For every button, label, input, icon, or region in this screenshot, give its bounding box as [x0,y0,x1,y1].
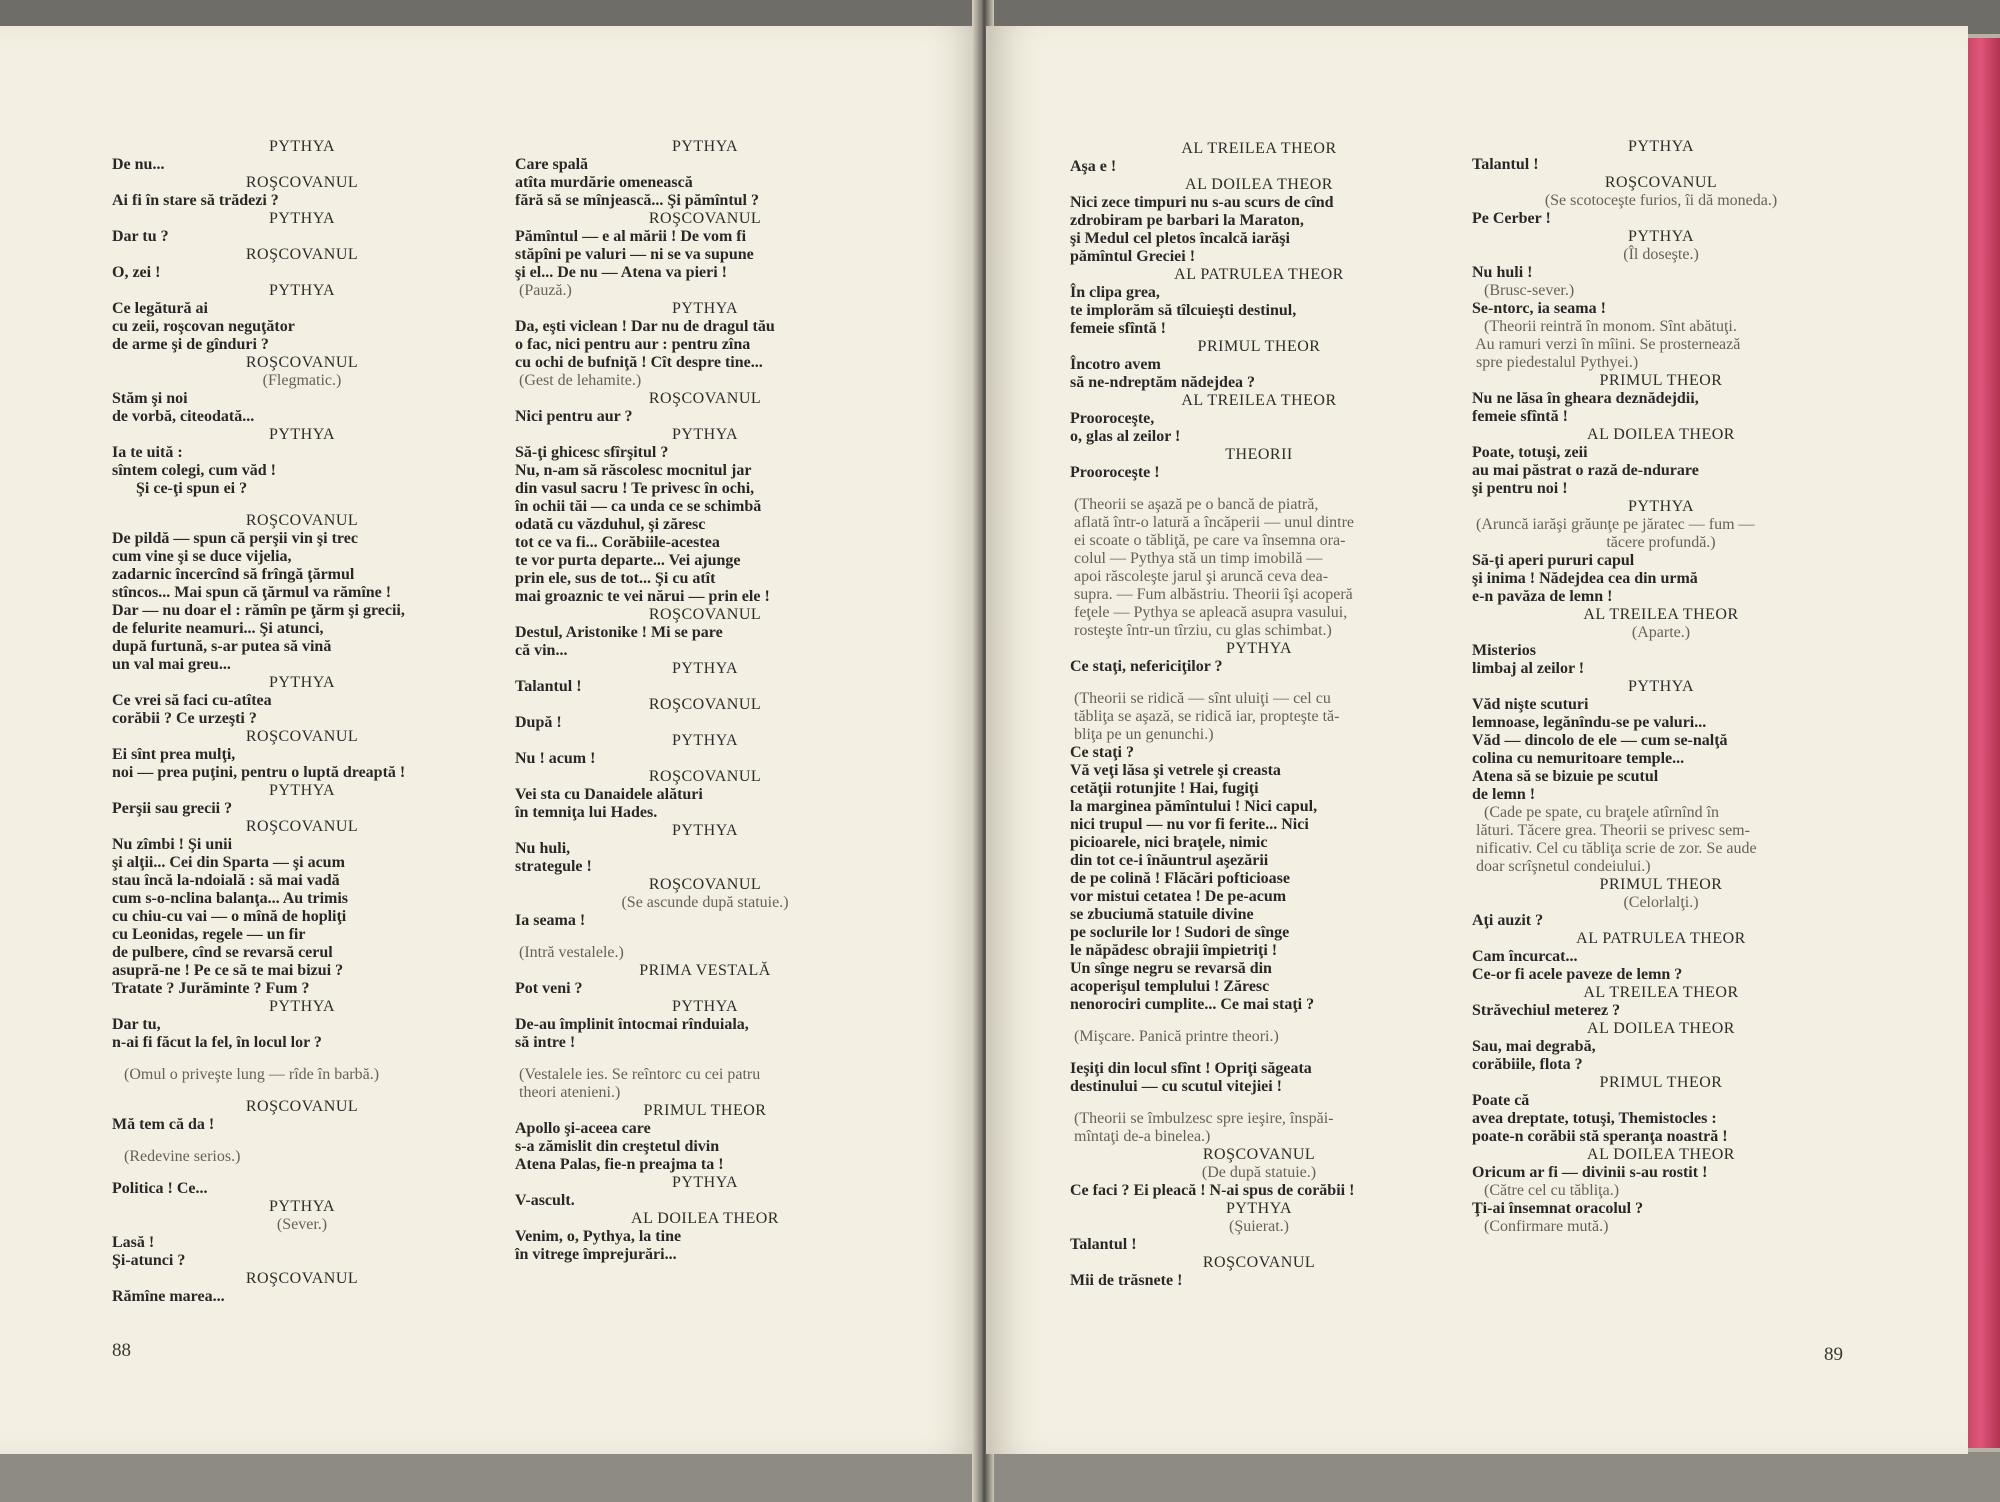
stage-direction: (Celorlalţi.) [1623,894,1699,911]
dialogue-line: De-au împlinit întocmai rînduiala, [515,1016,749,1033]
dialogue-line: Dar tu, [112,1016,161,1033]
dialogue-line: le năpădesc obrajii împietriţi ! [1070,942,1278,959]
dialogue-line: femeie sfîntă ! [1472,408,1568,425]
book-cover-edge [1968,38,2000,1448]
dialogue-line: Vei sta cu Danaidele alături [515,786,703,803]
speaker-name: PYTHYA [671,998,739,1015]
dialogue-line: Da, eşti viclean ! Dar nu de dragul tău [515,318,775,335]
dialogue-line: stau încă la-ndoială : să mai vadă [112,872,340,889]
line-gap [1070,482,1448,496]
dialogue-line: Nu zîmbi ! Şi unii [112,836,233,853]
dialogue-line: fără să se mînjească... Şi pămîntul ? [515,192,759,209]
dialogue-line: Tratate ? Jurăminte ? Fum ? [112,980,310,997]
dialogue-line: Ai fi în stare să trădezi ? [112,192,279,209]
dialogue-line: limbaj al zeilor ! [1472,660,1585,677]
dialogue-line: de felurite neamuri... Şi atunci, [112,620,324,637]
dialogue-line: Rămîne marea... [112,1288,225,1305]
stage-direction: nificativ. Cel cu tăbliţa scrie de zor. Se aude [1472,840,1757,857]
dialogue-line: Şi ce-ţi spun ei ? [112,480,248,497]
dialogue-line: cu Leonidas, regele — un fir [112,926,306,943]
stage-direction: ei scoate o tăbliţă, pe care va însemna ora- [1070,532,1346,549]
dialogue-line: cum s-o-nclina balanţa... Au trimis [112,890,349,907]
dialogue-line: de pulbere, cînd se revarsă cerul [112,944,333,961]
speaker-name: PYTHYA [671,1174,739,1191]
dialogue-line: Ce faci ? Ei pleacă ! N-ai spus de corăbii ! [1070,1182,1355,1199]
dialogue-line: mai groaznic te vei nărui — prin ele ! [515,588,770,605]
dialogue-line: poate-n corăbii stă speranţa noastră ! [1472,1128,1728,1145]
stage-direction: (Pauză.) [515,282,572,299]
dialogue-line: Pot veni ? [515,980,583,997]
dialogue-line: Străvechiul meterez ? [1472,1002,1621,1019]
stage-direction: colul — Pythya stă un timp imobilă — [1070,550,1323,567]
speaker-name: ROŞCOVANUL [648,876,762,893]
dialogue-line: din tot ce-i înăuntrul aşezării [1070,852,1269,869]
speaker-name: AL TREILEA THEOR [1181,140,1337,157]
dialogue-line: de lemn ! [1472,786,1536,803]
dialogue-line: odată cu văzduhul, şi zăresc [515,516,706,533]
dialogue-line: nenorociri cumplite... Ce mai staţi ? [1070,996,1315,1013]
scanner-bottom-edge [0,1452,2000,1502]
dialogue-line: Apollo şi-aceea care [515,1120,651,1137]
speaker-name: PYTHYA [268,138,336,155]
dialogue-line: Venim, o, Pythya, la tine [515,1228,682,1245]
speaker-name: ROŞCOVANUL [1202,1254,1316,1271]
dialogue-line: cu zeii, roşcovan neguţător [112,318,295,335]
page-number-left: 88 [112,1340,131,1361]
stage-direction: (De după statuie.) [1201,1164,1317,1181]
dialogue-line: în ochii tăi — ca unda ce se schimbă [515,498,762,515]
dialogue-line: şi el... De nu — Atena va pieri ! [515,264,727,281]
stage-direction: tăbliţa se aşază, se ridică iar, propteşte tă- [1070,708,1340,725]
stage-direction: (Aparte.) [1631,624,1691,641]
dialogue-line: Aţi auzit ? [1472,912,1544,929]
dialogue-line: Ce-or fi acele paveze de lemn ? [1472,966,1683,983]
speaker-name: ROŞCOVANUL [245,354,359,371]
speaker-name: ROŞCOVANUL [648,390,762,407]
speaker-name: PYTHYA [671,660,739,677]
dialogue-line: Ţi-ai însemnat oracolul ? [1472,1200,1644,1217]
speaker-name: ROŞCOVANUL [245,1270,359,1287]
stage-direction: supra. — Fum albăstriu. Theorii îşi acoperă [1070,586,1353,603]
line-gap [1070,1014,1448,1028]
dialogue-line: Să-ţi ghicesc sfîrşitul ? [515,444,669,461]
speaker-name: AL DOILEA THEOR [1185,176,1333,193]
stage-direction: (Intră vestalele.) [515,944,624,961]
dialogue-line: picioarele, nici braţele, nimic [1070,834,1268,851]
dialogue-line: Ce staţi ? [1070,744,1134,761]
dialogue-line: Politica ! Ce... [112,1180,208,1197]
stage-direction: apoi răscoleşte jarul şi aruncă ceva dea- [1070,568,1329,585]
dialogue-line: Ei sînt prea mulţi, [112,746,236,763]
speaker-name: AL TREILEA THEOR [1181,392,1337,409]
stage-direction: (Sever.) [276,1216,328,1233]
dialogue-line: Nici zece timpuri nu s-au scurs de cînd [1070,194,1334,211]
speaker-name: ROŞCOVANUL [648,768,762,785]
stage-direction: (Cade pe spate, cu braţele atîrnînd în [1472,804,1720,821]
line-gap [1070,676,1448,690]
speaker-name: AL PATRULEA THEOR [1174,266,1344,283]
dialogue-line: Să-ţi aperi pururi capul [1472,552,1635,569]
stage-direction: (Theorii se ridică — sînt uluiţi — cel cu [1070,690,1331,707]
speaker-name: AL DOILEA THEOR [631,1210,779,1227]
dialogue-line: Nu, n-am să răscolesc mocnitul jar [515,462,752,479]
speaker-name: THEORII [1225,446,1293,463]
dialogue-line: Poate că [1472,1092,1530,1109]
dialogue-line: se zbuciumă statuile divine [1070,906,1254,923]
left-page-column-1 [112,138,492,1306]
dialogue-line: sîntem colegi, cum văd ! [112,462,276,479]
speaker-name: ROŞCOVANUL [245,512,359,529]
right-page [986,26,1968,1454]
dialogue-line: Pe Cerber ! [1472,210,1551,227]
speaker-name: PYTHYA [268,674,336,691]
line-gap [112,1084,492,1098]
speaker-name: PYTHYA [1627,498,1695,515]
speaker-name: PYTHYA [268,782,336,799]
dialogue-line: Nu ! acum ! [515,750,596,767]
speaker-name: PYTHYA [1225,640,1293,657]
stage-direction: (Confirmare mută.) [1472,1218,1609,1235]
dialogue-line: Atena să se bizuie pe scutul [1472,768,1659,785]
speaker-name: ROŞCOVANUL [245,1098,359,1115]
dialogue-line: zadarnic încercînd să frîngă ţărmul [112,566,355,583]
stage-direction: mîntaţi de-a binelea.) [1070,1128,1211,1145]
speaker-name: AL DOILEA THEOR [1587,1146,1735,1163]
speaker-name: PRIMUL THEOR [643,1102,767,1119]
dialogue-line: Se-ntorc, ia seama ! [1472,300,1606,317]
speaker-name: AL DOILEA THEOR [1587,1020,1735,1037]
speaker-name: AL PATRULEA THEOR [1576,930,1746,947]
dialogue-line: pe soclurile lor ! Sudori de sînge [1070,924,1290,941]
dialogue-line: Nu huli ! [1472,264,1533,281]
dialogue-line: să intre ! [515,1034,576,1051]
dialogue-line: strategule ! [515,858,592,875]
dialogue-line: tot ce va fi... Corăbiile-acestea [515,534,720,551]
line-gap [112,1134,492,1148]
line-gap [515,930,895,944]
left-page [0,26,978,1454]
dialogue-line: Mă tem că da ! [112,1116,215,1133]
line-gap [1070,1046,1448,1060]
line-gap [112,1166,492,1180]
stage-direction: (Theorii reintră în monom. Sînt abătuţi. [1472,318,1737,335]
speaker-name: PYTHYA [671,300,739,317]
dialogue-line: Destul, Aristonike ! Mi se pare [515,624,723,641]
stage-direction: (Theorii se îmbulzesc spre ieşire, înspăi- [1070,1110,1334,1127]
stage-direction: doar scrîşnetul condeiului.) [1472,858,1651,875]
dialogue-line: să ne-ndreptăm nădejdea ? [1070,374,1256,391]
speaker-name: AL TREILEA THEOR [1583,606,1739,623]
dialogue-line: cu ochi de bufniţă ! Cît despre tine... [515,354,763,371]
speaker-name: ROŞCOVANUL [648,696,762,713]
dialogue-line: Aşa e ! [1070,158,1117,175]
dialogue-line: Nici pentru aur ? [515,408,633,425]
speaker-name: ROŞCOVANUL [648,210,762,227]
stage-direction: (Se scotoceşte furios, îi dă moneda.) [1544,192,1778,209]
speaker-name: PRIMUL THEOR [1197,338,1321,355]
stage-direction: (Şuierat.) [1229,1218,1289,1235]
dialogue-line: După ! [515,714,562,731]
stage-direction: bliţa pe un genunchi.) [1070,726,1214,743]
speaker-name: PYTHYA [268,210,336,227]
dialogue-line: de vorbă, citeodată... [112,408,255,425]
dialogue-line: Care spală [515,156,589,173]
speaker-name: PYTHYA [671,822,739,839]
dialogue-line: Nu ne lăsa în gheara deznădejdii, [1472,390,1699,407]
dialogue-line: te vor purta departe... Vei ajunge [515,552,741,569]
dialogue-line: Dar tu ? [112,228,169,245]
dialogue-line: De pildă — spun că perşii vin şi trec [112,530,358,547]
stage-direction: (Aruncă iarăşi grăunţe pe jăratec — fum — [1472,516,1755,533]
dialogue-line: zdrobiram pe barbari la Maraton, [1070,212,1304,229]
stage-direction: (Omul o priveşte lung — rîde în barbă.) [112,1066,380,1083]
speaker-name: PRIMUL THEOR [1599,1074,1723,1091]
right-page-column-1 [1070,140,1448,1290]
speaker-name: PYTHYA [1225,1200,1293,1217]
dialogue-line: Încotro avem [1070,356,1161,373]
dialogue-line: după furtună, s-ar putea să vină [112,638,332,655]
dialogue-line: femeie sfîntă ! [1070,320,1166,337]
dialogue-line: şi Medul cel pletos încalcă iarăşi [1070,230,1290,247]
speaker-name: PRIMA VESTALĂ [639,962,771,979]
stage-direction: (Theorii se aşază pe o bancă de piatră, [1070,496,1319,513]
line-gap [515,1052,895,1066]
dialogue-line: avea dreptate, totuşi, Themistocles : [1472,1110,1717,1127]
stage-direction: theori atenieni.) [515,1084,621,1101]
dialogue-line: cu chiu-cu vai — o mînă de hopliţi [112,908,347,925]
speaker-name: PYTHYA [671,732,739,749]
stage-direction: rosteşte într-un tîrziu, cu glas schimbat.) [1070,622,1332,639]
dialogue-line: Talantul ! [1070,1236,1137,1253]
speaker-name: ROŞCOVANUL [245,728,359,745]
stage-direction: spre piedestalul Pythyei.) [1472,354,1639,371]
stage-direction: (Brusc-sever.) [1472,282,1575,299]
dialogue-line: cum vine şi se duce vijelia, [112,548,292,565]
dialogue-line: Pămîntul — e al mării ! De vom fi [515,228,747,245]
dialogue-line: Vă veţi lăsa şi vetrele şi creasta [1070,762,1281,779]
dialogue-line: corăbiile, flota ? [1472,1056,1583,1073]
line-gap [1070,1096,1448,1110]
speaker-name: ROŞCOVANUL [245,174,359,191]
dialogue-line: o fac, nici pentru aur : pentru zîna [515,336,751,353]
speaker-name: AL TREILEA THEOR [1583,984,1739,1001]
dialogue-line: colina cu nemuritoare temple... [1472,750,1685,767]
stage-direction: (Gest de lehamite.) [515,372,642,389]
speaker-name: ROŞCOVANUL [1604,174,1718,191]
dialogue-line: asupră-ne ! Pe ce să te mai bizui ? [112,962,344,979]
line-gap [112,1052,492,1066]
speaker-name: ROŞCOVANUL [245,246,359,263]
dialogue-line: din vasul sacru ! Te privesc în ochi, [515,480,755,497]
speaker-name: PYTHYA [1627,678,1695,695]
speaker-name: ROŞCOVANUL [648,606,762,623]
dialogue-line: O, zei ! [112,264,161,281]
stage-direction: Au ramuri verzi în mîini. Se prosternează [1472,336,1741,353]
page-number-right: 89 [1824,1344,1843,1365]
dialogue-line: vor mistui cetatea ! De pe-acum [1070,888,1287,905]
stage-direction: (Flegmatic.) [262,372,342,389]
dialogue-line: noi — prea puţini, pentru o luptă dreaptă ! [112,764,406,781]
dialogue-line: şi inima ! Nădejdea cea din urmă [1472,570,1698,587]
stage-direction: (Către cel cu tăbliţa.) [1472,1182,1620,1199]
speaker-name: PYTHYA [671,426,739,443]
dialogue-line: prin ele, sus de tot... Şi cu atît [515,570,716,587]
dialogue-line: la marginea pămîntului ! Nici capul, [1070,798,1318,815]
stage-direction: (Îl doseşte.) [1623,246,1699,263]
dialogue-line: Mii de trăsnete ! [1070,1272,1183,1289]
speaker-name: PYTHYA [268,1198,336,1215]
dialogue-line: Prooroceşte, [1070,410,1155,427]
dialogue-line: Atena Palas, fie-n preajma ta ! [515,1156,724,1173]
speaker-name: PYTHYA [268,998,336,1015]
speaker-name: PYTHYA [268,282,336,299]
dialogue-line: şi alţii... Cei din Sparta — şi acum [112,854,345,871]
stage-direction: aflată într-o latură a încăperii — unul dintre [1070,514,1355,531]
speaker-name: ROŞCOVANUL [1202,1146,1316,1163]
stage-direction: (Vestalele ies. Se reîntorc cu cei patru [515,1066,761,1083]
dialogue-line: Ce staţi, nefericiţilor ? [1070,658,1223,675]
dialogue-line: stîncos... Mai spun că ţărmul va rămîne ! [112,584,392,601]
stage-direction: (Mişcare. Panică printre theori.) [1070,1028,1279,1045]
dialogue-line: s-a zămislit din creştetul divin [515,1138,720,1155]
dialogue-line: Perşii sau grecii ? [112,800,233,817]
stage-direction: (Redevine serios.) [112,1148,241,1165]
speaker-name: PYTHYA [1627,228,1695,245]
speaker-name: AL DOILEA THEOR [1587,426,1735,443]
dialogue-line: în temniţa lui Hades. [515,804,658,821]
dialogue-line: stăpîni pe valuri — ni se va supune [515,246,754,263]
dialogue-line: Ia te uită : [112,444,183,461]
dialogue-line: Misterios [1472,642,1536,659]
dialogue-line: Ce legătură ai [112,300,208,317]
dialogue-line: Oricum ar fi — divinii s-au rostit ! [1472,1164,1708,1181]
dialogue-line: Poate, totuşi, zeii [1472,444,1588,461]
speaker-name: PYTHYA [1627,138,1695,155]
dialogue-line: Şi-atunci ? [112,1252,186,1269]
dialogue-line: Ce vrei să faci cu-atîtea [112,692,272,709]
dialogue-line: Ia seama ! [515,912,586,929]
dialogue-line: că vin... [515,642,568,659]
right-page-column-2 [1472,138,1850,1236]
dialogue-line: de pe colină ! Flăcări pofticioase [1070,870,1290,887]
speaker-name: PYTHYA [671,138,739,155]
dialogue-line: Cam încurcat... [1472,948,1578,965]
dialogue-line: nici trupul — nu vor fi ferite... Nici [1070,816,1309,833]
dialogue-line: Sau, mai degrabă, [1472,1038,1596,1055]
speaker-name: PYTHYA [268,426,336,443]
dialogue-line: În clipa grea, [1070,284,1160,301]
dialogue-line: e-n pavăza de lemn ! [1472,588,1613,605]
dialogue-line: şi pentru noi ! [1472,480,1568,497]
dialogue-line: Dar — nu doar el : rămîn pe ţărm şi grecii, [112,602,405,619]
dialogue-line: n-ai fi făcut la fel, în locul lor ? [112,1034,322,1051]
dialogue-line: o, glas al zeilor ! [1070,428,1181,445]
dialogue-line: Stăm şi noi [112,390,188,407]
dialogue-line: Ieşiţi din locul sfînt ! Opriţi săgeata [1070,1060,1312,1077]
stage-direction: (Se ascunde după statuie.) [621,894,789,911]
dialogue-line: Lasă ! [112,1234,155,1251]
dialogue-line: Talantul ! [1472,156,1539,173]
speaker-name: PRIMUL THEOR [1599,372,1723,389]
dialogue-line: corăbii ? Ce urzeşti ? [112,710,257,727]
dialogue-line: Prooroceşte ! [1070,464,1160,481]
dialogue-line: în vitrege împrejurări... [515,1246,677,1263]
dialogue-line: Nu huli, [515,840,571,857]
dialogue-line: Un sînge negru se revarsă din [1070,960,1272,977]
dialogue-line: Talantul ! [515,678,582,695]
speaker-name: ROŞCOVANUL [245,818,359,835]
speaker-name: PRIMUL THEOR [1599,876,1723,893]
dialogue-line: De nu... [112,156,165,173]
dialogue-line: cetăţii rotunjite ! Hai, fugiţi [1070,780,1259,797]
dialogue-line: au mai păstrat o rază de-ndurare [1472,462,1699,479]
stage-direction: tăcere profundă.) [1606,534,1716,551]
dialogue-line: destinului — cu scutul vitejiei ! [1070,1078,1283,1095]
dialogue-line: acoperişul templului ! Zăresc [1070,978,1270,995]
line-gap [112,498,492,512]
dialogue-line: Văd nişte scuturi [1472,696,1589,713]
dialogue-line: Văd — dincolo de ele — cum se-nalţă [1472,732,1728,749]
dialogue-line: pămîntul Greciei ! [1070,248,1196,265]
dialogue-line: de arme şi de gînduri ? [112,336,269,353]
dialogue-line: V-ascult. [515,1192,575,1209]
stage-direction: feţele — Pythya se apleacă asupra vasului, [1070,604,1348,621]
stage-direction: lături. Tăcere grea. Theorii se privesc sem- [1472,822,1750,839]
dialogue-line: lemnoase, legănîndu-se pe valuri... [1472,714,1707,731]
dialogue-line: te implorăm să tîlcuieşti destinul, [1070,302,1297,319]
dialogue-line: un val mai greu... [112,656,231,673]
dialogue-line: atîta murdărie omenească [515,174,693,191]
left-page-column-2 [515,138,895,1264]
